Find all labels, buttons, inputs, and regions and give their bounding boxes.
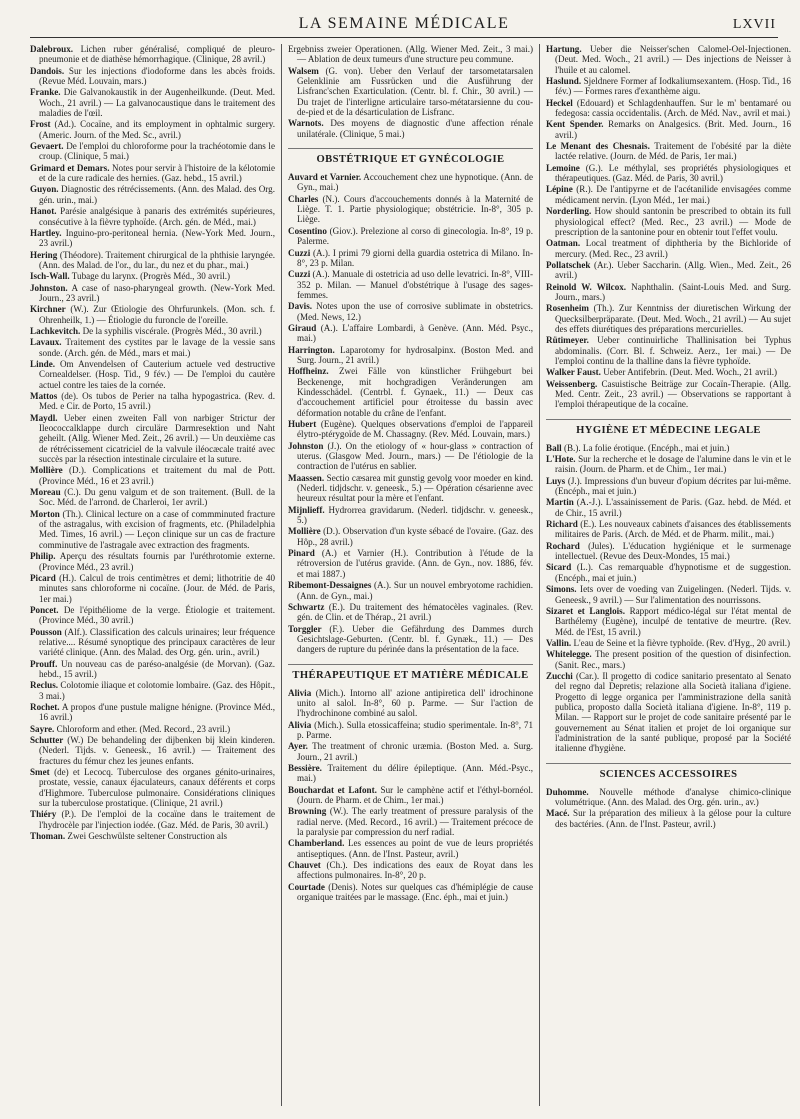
bibliography-entry xyxy=(30,184,275,205)
bibliography-entry xyxy=(288,838,533,859)
bibliography-entry xyxy=(30,271,275,281)
entry-text: (Edouard) et Schlagdenhauffen. Sur le m' bentamaré ou fedegosa: cassia occidentalis. (Arch. de Méd. Nav., avril et mai.) xyxy=(555,97,791,119)
entry-text: L'eau de Seine et la fièvre typhoïde. (Rev. d'Hyg., 20 avril.) xyxy=(573,637,791,648)
entry-author: Rochet. xyxy=(30,701,60,712)
entry-text: (W.). Zur Œtiologie des Ohrfurunkels. (Mon. sch. f. Ohrenheilk, 1.) — Étiologie du furoncle de l'oreille. xyxy=(39,304,275,325)
bibliography-entry xyxy=(546,76,791,97)
entry-author: Simons. xyxy=(546,584,577,595)
entry-text: (N.). Cours d'accouchements donnés à la Maternité de Liège. T. 1. Partie physiologique; obstétricie. In-8°, 305 p. Liège. xyxy=(297,193,533,225)
entry-text: (B.). La folie érotique. (Encéph., mai et juin.) xyxy=(563,442,730,453)
entry-author: Lavaux. xyxy=(30,337,62,348)
bibliography-entry xyxy=(546,303,791,334)
entry-author: Sizaret et Langlois. xyxy=(546,605,625,616)
entry-author: Schwartz xyxy=(288,601,325,612)
entry-text: Aperçu des résultats fournis par l'uréthrotomie externe. (Province Méd., 23 avril.) xyxy=(39,551,275,572)
entry-text: (L.). Cas remarquable d'hypnotisme et de suggestion. (Encéph., mai et juin.) xyxy=(555,562,791,583)
entry-author: Cosentino xyxy=(288,225,327,236)
entry-author: Haslund. xyxy=(546,76,582,87)
bibliography-entry xyxy=(546,282,791,303)
entry-author: Mollière xyxy=(288,526,321,537)
entry-text: (de). Os tubos de Perier na talha hypogastrica. (Rev. d. Med. e Cir. de Porto, 15 avril.) xyxy=(39,391,275,412)
entry-author: Morton xyxy=(30,508,60,519)
entry-author: Auvard et Varnier. xyxy=(288,172,362,183)
entry-text: (de) et Lecocq. Tuberculose des organes génito-urinaires, prostate, vessie, canaux éjaculateurs, canaux déférents et corps d'Highmore. Tuberculose pulmonaire. Considérations cliniques sur la tuberculose prostatique. (Clinique, 21 avril.) xyxy=(39,767,275,809)
entry-text: Traitement du délire épileptique. (Ann. Méd.-Psyc., mai.) xyxy=(297,762,533,784)
entry-text: (Ar.). Ueber Saccharin. (Allg. Wien., Med. Zeit., 26 avril.) xyxy=(555,259,791,281)
bibliography-entry xyxy=(288,763,533,784)
entry-text: (Eugène). Quelques observations d'emploi de l'appareil élytro-ptérygoïde de M. Chassagny. (Rev. Méd. Louvain, mars.) xyxy=(297,419,533,440)
entry-author: Sicard xyxy=(546,562,572,573)
entry-text: Om Anvendelsen of Cauterium actuele ved destructive Cornealdelser. (Hosp. Tid., 9 fév.) — De l'emploi du cautère actuel contre les taies de la cornée. xyxy=(39,358,275,390)
bibliography-entry xyxy=(30,250,275,271)
bibliography-columns xyxy=(30,44,791,1106)
entry-text: (A.) et Varnier (H.). Contribution à l'étude de la rétroversion de l'utérus gravide. (Ann. de Gyn., nov. 1886, fév. et mai 1887.) xyxy=(297,548,534,579)
bibliography-entry xyxy=(30,337,275,358)
bibliography-entry xyxy=(546,584,791,605)
entry-author: Hering xyxy=(30,249,58,260)
entry-author: Frost xyxy=(30,119,51,130)
entry-text: (A.). Manuale di ostetricia ad uso delle levatrici. In-8°, VIII-352 p. Milan. — Manuel d'obstétrique à l'usage des sages-femmes. xyxy=(297,269,533,300)
entry-author: Pinard xyxy=(288,548,315,559)
column-left xyxy=(30,44,281,1106)
entry-text: Nouvelle méthode d'analyse chimico-clinique volumétrique. (Ann. des Malad. des Org. gén. urin., av.) xyxy=(555,786,791,807)
entry-author: Walker Faust. xyxy=(546,367,601,378)
entry-text: (G.). Le méthylal, ses propriétés physiologiques et thérapeutiques. (Gaz. Méd. de Paris, 30 avril.) xyxy=(555,162,791,184)
entry-text: A propos d'une pustule maligne hénigne. (Province Méd., 16 avril.) xyxy=(39,701,275,723)
entry-author: Warnots. xyxy=(288,118,324,129)
section-heading: OBSTÉTRIQUE ET GYNÉCOLOGIE xyxy=(288,148,533,166)
bibliography-entry xyxy=(288,248,533,269)
entry-text: (R.). De l'antipyrne et de l'acétanilide envisagées comme médicament nervin. (Lyon Méd., 1er mai.) xyxy=(555,184,791,205)
entry-text: (A.). I primi 79 giorni della guardia ostetrica di Milano. In-8°, 23 p. Milan. xyxy=(297,247,533,268)
bibliography-entry xyxy=(546,206,791,237)
bibliography-entry xyxy=(546,808,791,829)
entry-text: Naphthalin. (Saint-Louis Med. and Surg. Journ., mars.) xyxy=(555,281,791,302)
entry-text: Ueber die Neisser'schen Calomel-Oel-Injectionen. (Deut. Med. Woch., 21 avril.) — Des injections de Neisser à l'huile et au calomel. xyxy=(555,44,791,75)
bibliography-entry xyxy=(30,735,275,766)
entry-text: The present position of the question of disinfection. (Sanit. Rec., mars.) xyxy=(555,649,791,670)
entry-author: Giraud xyxy=(288,322,317,333)
bibliography-entry xyxy=(30,66,275,87)
entry-text: (Car.). Il progetto di codice sanitario presentato al Senato del regno dal Depretis; relazione alla Società italiana d'igiene. Progetto di legge organica per l'amministrazione della sanità publica, proposto dalla Società italiana d'igiene. In-8°, 119 p. Milan. — Rapport sur le projet de code sanitaire présenté par le gouvernement au Sénat italien et projet de loi organique sur l'administration de la santé publique, proposé par la Société italienne d'hygiène. xyxy=(555,670,791,754)
entry-text: Sur la préparation des milieux à la gélose pour la culture des bactéries. (Ann. de l'Inst. Pasteur, avril.) xyxy=(555,808,791,829)
entry-text: Sur la recherche et le dosage de l'alumine dans le vin et le raisin. (Journ. de Pharm. et de Chim., 1er mai.) xyxy=(555,454,791,475)
entry-text: Diagnostic des rétrécissements. (Ann. des Malad. des Org. gén. urin., mai.) xyxy=(39,184,275,205)
bibliography-entry xyxy=(546,519,791,540)
bibliography-entry xyxy=(288,345,533,366)
entry-author: Norderling. xyxy=(546,206,592,217)
bibliography-entry xyxy=(546,260,791,281)
bibliography-entry xyxy=(546,184,791,205)
entry-text: De l'épithéliome de la verge. Étiologie et traitement. (Province Méd., 30 avril.) xyxy=(39,604,275,626)
section-heading: THÉRAPEUTIQUE ET MATIÈRE MÉDICALE xyxy=(288,664,533,682)
entry-author: Hoffheinz. xyxy=(288,366,329,377)
entry-author: Le Menant des Chesnais. xyxy=(546,141,650,152)
bibliography-entry xyxy=(546,606,791,637)
bibliography-entry xyxy=(30,283,275,304)
running-header xyxy=(30,0,778,38)
entry-author: Smet xyxy=(30,767,50,778)
entry-text: (Th.). Zur Kenntniss der diuretischen Wirkung der Quecksilberpräparate. (Deut. Med. Woch., 21 avril.) — Au sujet des effets diurétiques des préparations mercurielles. xyxy=(555,303,791,334)
entry-text: (G. von). Ueber den Verlauf der tarsometatarsalen Gelenklinie am Fussrücken und die Ausführung der Lisfranc'schen Exarticulation. (Centr. bl. f. Chir., 30 avril.) — Du trajet de l'interligne articulaire tarso-métatarsienne du cou-de-pied et de la désarticulation de Lisfranc. xyxy=(297,65,533,118)
entry-text: Lichen ruber généralisé, compliqué de pleuro-pneumonie et de diathèse hémorrhagique. (Clinique, 28 avril.) xyxy=(39,44,275,65)
bibliography-entry xyxy=(546,671,791,754)
entry-text: Sur les injections d'iodoforme dans les abcès froids. (Revue Méd. Louvain, mars.) xyxy=(39,65,275,87)
bibliography-entry xyxy=(30,228,275,249)
entry-author: Weissenberg. xyxy=(546,378,598,389)
column-middle xyxy=(281,44,539,1106)
entry-author: Lachkevitch. xyxy=(30,325,81,336)
entry-author: Dandois. xyxy=(30,65,65,76)
entry-author: Grimard et Demars. xyxy=(30,162,110,173)
bibliography-entry xyxy=(546,98,791,119)
bibliography-entry xyxy=(546,649,791,670)
entry-author: Rochard xyxy=(546,540,580,551)
bibliography-entry xyxy=(30,627,275,658)
entry-author: Franke. xyxy=(30,87,61,98)
bibliography-entry xyxy=(30,163,275,184)
entry-text: (E.). Les nouveaux cabinets d'aisances des établissements militaires de Paris. (Arch. de Méd. et de Pharm. milit., mai.) xyxy=(555,519,791,540)
entry-author: Maassen. xyxy=(288,472,325,483)
entry-author: Davis. xyxy=(288,301,312,312)
bibliography-entry xyxy=(30,359,275,390)
entry-author: Poncet. xyxy=(30,604,59,615)
entry-text: (Jules). L'éducation hygiénique et le surmenage intellectuel. (Revue des Deux-Mondes, 15 mai.) xyxy=(555,540,791,562)
entry-author: Alivia xyxy=(288,687,312,698)
entry-author: Charles xyxy=(288,193,319,204)
entry-text: (Mich.). Sulla etossicaffeina; studio sperimentale. In-8°, 71 p. Parme. xyxy=(297,719,533,740)
entry-author: Schutter xyxy=(30,735,64,745)
bibliography-entry xyxy=(288,366,533,418)
page-number: LXVII xyxy=(732,17,776,32)
bibliography-entry xyxy=(288,44,533,65)
entry-author: Duhomme. xyxy=(546,786,589,797)
entry-author: L'Hote. xyxy=(546,454,576,465)
entry-text: Hydrorrea gravidarum. (Nederl. tidjdschr. v. geneesk., 5.) xyxy=(297,504,533,526)
entry-text: De la syphilis viscérale. (Progrès Méd., 30 avril.) xyxy=(82,325,262,336)
bibliography-entry xyxy=(288,806,533,837)
entry-text: (D.). Complications et traitement du mal de Pott. (Province Méd., 16 et 23 avril.) xyxy=(39,465,275,486)
bibliography-entry xyxy=(30,573,275,604)
bibliography-entry xyxy=(288,580,533,601)
entry-text: De l'emploi du chloroforme pour la trachéotomie dans le croup. (Clinique, 5 mai.) xyxy=(39,141,275,162)
entry-text: Ergebniss zweier Operationen. (Allg. Wiener Med. Zeit., 3 mai.) — Ablation de deux tumeurs d'une structure peu commune. xyxy=(288,44,533,65)
section-heading: SCIENCES ACCESSOIRES xyxy=(546,763,791,781)
entry-text: Notes pour servir à l'histoire de la kélotomie et de la cure radicale des hernies. (Gaz. hebd., 15 avril.) xyxy=(39,162,275,184)
entry-text: (Denis). Notes sur quelques cas d'hémiplégie de cause organique traitées par le massage. (Enc. éph., mai et juin.) xyxy=(297,881,534,903)
entry-author: Guyon. xyxy=(30,184,59,195)
bibliography-entry xyxy=(288,882,533,903)
entry-author: Maydl. xyxy=(30,412,58,423)
bibliography-entry xyxy=(546,541,791,562)
entry-author: Cuzzi xyxy=(288,247,311,258)
entry-text: Des moyens de diagnostic d'une affection rénale unilatérale. (Clinique, 5 mai.) xyxy=(297,118,533,139)
bibliography-entry xyxy=(288,526,533,547)
entry-text: (Ch.). Des indications des eaux de Royat dans les affections pulmonaires. In-8°, 20 p. xyxy=(297,860,533,881)
bibliography-entry xyxy=(288,269,533,300)
entry-author: Oatman. xyxy=(546,238,581,249)
entry-author: Prouff. xyxy=(30,658,58,669)
bibliography-entry xyxy=(288,419,533,440)
entry-text: Ueber Antifebrin. (Deut. Med. Woch., 21 avril.) xyxy=(603,367,778,378)
entry-text: (Théodore). Traitement chirurgical de la phthisie laryngée. (Ann. des Malad. de l'or., du lar., du nez et du phar., mai.) xyxy=(39,249,275,270)
entry-author: Martin xyxy=(546,497,574,508)
entry-author: Alivia xyxy=(288,719,312,730)
entry-author: Whitelegge. xyxy=(546,649,592,660)
bibliography-entry xyxy=(30,119,275,140)
entry-author: Lépine xyxy=(546,184,573,195)
bibliography-entry xyxy=(546,163,791,184)
journal-title: LA SEMAINE MÉDICALE xyxy=(298,15,510,32)
bibliography-entry xyxy=(546,443,791,453)
bibliography-entry xyxy=(546,119,791,140)
bibliography-entry xyxy=(288,226,533,247)
bibliography-entry xyxy=(288,172,533,193)
bibliography-entry xyxy=(288,602,533,623)
entry-text: (A.). Sur un nouvel embryotome rachidien. (Ann. de Gyn., mai.) xyxy=(297,580,533,601)
bibliography-entry xyxy=(30,44,275,65)
entry-author: Linde. xyxy=(30,358,56,369)
entry-text: Les essences au point de vue de leurs propriétés antiseptiques. (Ann. de l'Inst. Pasteur, avril.) xyxy=(297,838,533,859)
entry-text: (J.). Impressions d'un buveur d'opium décrites par lui-même. (Encéph., mai et juin.) xyxy=(555,475,791,497)
entry-text: (W.). The early treatment of pressure paralysis of the radial nerve. (Med. Record., 16 avril.) — Traitement précoce de la paralysie par compression du nerf radial. xyxy=(297,806,533,838)
bibliography-entry xyxy=(546,454,791,475)
entry-author: Ribemont-Dessaignes xyxy=(288,580,372,591)
entry-text: (D.). Observation d'un kyste sébacé de l'ovaire. (Gaz. des Hôp., 28 avril.) xyxy=(297,526,533,547)
entry-text: Sjeldnere Former af Iodkaliumsexantem. (Hosp. Tid., 16 fév.) — Formes rares d'exanthème aigu. xyxy=(555,76,791,97)
bibliography-entry xyxy=(30,680,275,701)
entry-text: (Giov.). Prelezione al corso di ginecologia. In-8°, 19 p. Palerme. xyxy=(297,225,533,247)
bibliography-entry xyxy=(546,379,791,410)
entry-author: Vallin. xyxy=(546,637,572,648)
entry-text: Sur le camphène actif et l'éthyl-bornéol. (Journ. de Pharm. et de Chim., 1er mai.) xyxy=(297,784,533,805)
bibliography-entry xyxy=(288,441,533,472)
entry-author: Courtade xyxy=(288,881,325,892)
entry-text: (Alf.). Classification des calculs urinaires; leur fréquence relative.... Résumé synoptique des principaux caractères de leur variété clinique. (Ann. des Malad. des Org. gén. urin., avril.) xyxy=(39,626,275,658)
bibliography-entry xyxy=(288,323,533,344)
bibliography-entry xyxy=(30,724,275,734)
entry-author: Bouchardat et Lafont. xyxy=(288,784,377,795)
bibliography-entry xyxy=(288,860,533,881)
entry-author: Thiéry xyxy=(30,809,57,820)
entry-text: (C.). Du genu valgum et de son traitement. (Bull. de la Soc. Méd. de l'arrond. de Charleroi, 1er avril.) xyxy=(39,487,276,508)
bibliography-entry xyxy=(546,638,791,648)
entry-author: Hartung. xyxy=(546,44,582,54)
bibliography-entry xyxy=(546,141,791,162)
entry-author: Chauvet xyxy=(288,860,321,871)
entry-text: (Ad.). Cocaïne, and its employment in ophtalmic surgery. (Americ. Journ. of the Med. Sc., avril.) xyxy=(39,119,275,140)
entry-text: Zwei Geschwülste seltener Construction als xyxy=(67,831,228,842)
entry-text: (W.) De behandeling der dijbenken bij klein kinderen. (Nederl. Tijds. v. Geneesk., 16 avril.) — Traitement des fractures du fémur chez les jeunes enfants. xyxy=(39,735,275,766)
bibliography-entry xyxy=(546,497,791,518)
bibliography-entry xyxy=(546,562,791,583)
entry-text: Tubage du larynx. (Progrès Méd., 30 avril.) xyxy=(71,271,231,282)
entry-text: Traitement des cystites par le lavage de la vessie sans sonde. (Arch. gén. de Méd., mars et mai.) xyxy=(39,337,276,358)
bibliography-entry xyxy=(288,66,533,118)
entry-author: Mijnlieff. xyxy=(288,504,325,515)
entry-text: Traitement de l'obésité par la diète lactée relative. (Journ. de Méd. de Paris, 1er mai.) xyxy=(555,141,791,162)
bibliography-entry xyxy=(288,741,533,762)
entry-text: A case of naso-pharyngeal growth. (New-York Med. Journ., 23 avril.) xyxy=(39,282,275,303)
entry-author: Pousson xyxy=(30,626,62,637)
bibliography-entry xyxy=(546,787,791,808)
bibliography-entry xyxy=(288,688,533,719)
entry-text: Sectio cæsarea mit gunstig gevolg voor moeder en kind. (Nederl. tidjdschr. v. geneesk., 5.) — Opération césarienne avec heureux résultat pour la mère et l'enfant. xyxy=(297,472,533,504)
entry-author: Dalebroux. xyxy=(30,44,74,54)
entry-text: Remarks on Analgesics. (Brit. Med. Journ., 16 avril.) xyxy=(555,119,791,140)
entry-author: Browning xyxy=(288,806,327,817)
bibliography-entry xyxy=(288,624,533,655)
entry-text: (F.). Ueber die Gefährdung des Dammes durch Gesichtslage-Geburten. (Centr. bl. f. Gynæk., 11.) — Des dangers de rupture du périnée dans la présentation de la face. xyxy=(297,623,533,655)
entry-author: Luys xyxy=(546,475,566,486)
entry-author: Rütimeyer. xyxy=(546,335,589,346)
entry-text: Parésie analgésique à panaris des extrémités supérieures, consécutive à la fièvre typhoïde. (Arch. gén. de Méd., mai.) xyxy=(39,206,275,227)
entry-author: Torggler xyxy=(288,623,322,634)
bibliography-entry xyxy=(288,301,533,322)
bibliography-entry xyxy=(30,831,275,841)
entry-author: Gevaert. xyxy=(30,141,64,152)
bibliography-entry xyxy=(288,194,533,225)
bibliography-entry xyxy=(30,413,275,465)
bibliography-entry xyxy=(288,720,533,741)
bibliography-entry xyxy=(30,141,275,162)
entry-author: Mollière xyxy=(30,465,63,476)
entry-text: Rapport médico-légal sur l'état mental de Barthélemy (Eugène), inculpé de tentative de meurtre. (Rev. Méd. de l'Est, 15 avril.) xyxy=(555,605,791,637)
entry-text: The treatment of chronic uræmia. (Boston Med. a. Surg. Journ., 21 avril.) xyxy=(297,741,533,762)
bibliography-entry xyxy=(30,326,275,336)
entry-author: Johnston xyxy=(288,440,324,451)
bibliography-entry xyxy=(30,509,275,550)
entry-author: Heckel xyxy=(546,97,573,108)
entry-author: Macé. xyxy=(546,808,570,819)
entry-text: Inguino-pro-peritoneal hernia. (New-York Med. Journ., 23 avril.) xyxy=(39,227,275,249)
entry-author: Thoman. xyxy=(30,831,66,842)
entry-author: Zucchi xyxy=(546,670,573,681)
bibliography-entry xyxy=(30,465,275,486)
entry-author: Cuzzi xyxy=(288,269,311,280)
entry-author: Hubert xyxy=(288,419,317,429)
entry-author: Johnston. xyxy=(30,282,68,293)
bibliography-entry xyxy=(30,87,275,118)
entry-text: Ueber continuirliche Thallinisation bei Typhus abdominalis. (Corr. Bl. f. Schweiz. Aerz., 1er mai.) — De l'emploi continu de la thalline dans la fièvre typhoïde. xyxy=(555,335,791,366)
bibliography-entry xyxy=(546,335,791,366)
entry-author: Sayre. xyxy=(30,723,55,734)
bibliography-entry xyxy=(30,767,275,808)
entry-author: Hanot. xyxy=(30,206,57,217)
entry-text: Casuistische Beiträge zur Cocaïn-Therapie. (Allg. Med. Centr. Zeit., 23 avril.) — Observations se rapportant à l'emploi thérapeutique de la cocaïne. xyxy=(555,378,791,410)
entry-text: (J.). On the etiology of « hour-glass » contraction of uterus. (Glasgow Med. Journ., mars.) — De l'étiologie de la contraction de l'utérus en sablier. xyxy=(297,440,533,472)
entry-author: Rosenheim xyxy=(546,303,589,314)
entry-author: Pollatschek xyxy=(546,259,591,270)
entry-author: Kirchner xyxy=(30,304,66,315)
entry-author: Moreau xyxy=(30,487,61,498)
entry-text: Local treatment of diphtheria by the Bichloride of mercury. (Med. Rec., 23 avril.) xyxy=(555,238,791,259)
entry-author: Ball xyxy=(546,442,562,453)
bibliography-entry xyxy=(546,238,791,259)
entry-text: (P.). De l'emploi de la cocaïne dans le traitement de l'hydrocèle par l'injection iodée. (Gaz. Méd. de Paris, 30 avril.) xyxy=(39,809,275,830)
bibliography-entry xyxy=(30,702,275,723)
entry-text: (A.). L'affaire Lombardi, à Genève. (Ann. Méd. Psyc., mai.) xyxy=(297,322,533,344)
entry-author: Chamberland. xyxy=(288,838,345,849)
bibliography-entry xyxy=(30,206,275,227)
bibliography-entry xyxy=(30,659,275,680)
entry-author: Walsem xyxy=(288,65,319,76)
entry-text: Notes upon the use of corrosive sublimate in obstetrics. (Med. News, 12.) xyxy=(297,301,533,322)
entry-author: Philip. xyxy=(30,551,56,562)
entry-text: (Mich.). Intorno all' azione antipiretica dell' idrochinone unito al salol. In-8°, 60 p. Parme. — Sur l'action de l'hydrochinone combiné au salol. xyxy=(297,687,533,719)
entry-text: (H.). Calcul de trois centimètres et demi; lithotritie de 40 minutes sans chloroforme ni cocaïne. (Jour. de Méd. de Paris, 1er mai.) xyxy=(39,572,276,604)
bibliography-entry xyxy=(288,505,533,526)
bibliography-entry xyxy=(30,304,275,325)
bibliography-entry xyxy=(30,605,275,626)
entry-author: Harrington. xyxy=(288,344,335,355)
entry-author: Reinold W. Wilcox. xyxy=(546,281,627,292)
entry-text: How should santonin be prescribed to obtain its full physiological effect? (Med. Rec., 23 avril.) — Mode de prescription de la santonine pour en obtenir tout l'effet voulu. xyxy=(555,206,791,237)
entry-text: (E.). Du traitement des hématocèles vaginales. (Rev. gén. de Clin. et de Thérap., 21 avril.) xyxy=(297,601,533,623)
bibliography-entry xyxy=(30,809,275,830)
entry-author: Lemoine xyxy=(546,162,580,173)
entry-author: Ayer. xyxy=(288,741,308,752)
bibliography-entry xyxy=(30,391,275,412)
entry-author: Mattos xyxy=(30,391,58,401)
entry-author: Reclus. xyxy=(30,680,59,691)
entry-text: (A.-J.). L'assainissement de Paris. (Gaz. hebd. de Méd. et de Chir., 15 avril.) xyxy=(555,497,791,518)
entry-text: Laparotomy for hydrosalpinx. (Boston Med. and Surg. Journ., 21 avril.) xyxy=(297,344,533,365)
entry-text: Chloroform and ether. (Med. Record., 23 avril.) xyxy=(56,723,231,734)
entry-text: (Th.). Clinical lecture on a case of commminuted fracture of the astragalus, with excision of fragments, etc. (Philadelphia Med. Times, 16 avril.) — Leçon clinique sur un cas de fracture comminutive de l'astragale avec extraction des fragments. xyxy=(39,508,276,550)
entry-text: Zwei Fälle von künstlicher Frühgeburt bei Beckenenge, mit hochgradigen Veränderungen am Kindesschädel. (Centrbl. f. Gynaek., 11.) — Deux cas d'accouchement artificiel pour étroitesse du bassin avec déformation notable du crâne de l'enfant. xyxy=(297,366,533,418)
bibliography-entry xyxy=(288,118,533,139)
bibliography-entry xyxy=(288,785,533,806)
entry-text: Ueber einen zweiten Fall von narbiger Strictur der Ileococcalklappe durch circuläre Darmresektion und Naht geheilt. (Allg. Wiener Med. Zeit., 26 avril.) — Un deuxième cas de rétrécissement cicatriciel de la valvule iléocæcale traité avec succès par la résection intestinale circulaire et la suture. xyxy=(39,412,275,465)
entry-author: Kent Spender. xyxy=(546,119,604,130)
bibliography-entry xyxy=(546,367,791,377)
bibliography-entry xyxy=(546,476,791,497)
bibliography-entry xyxy=(546,44,791,75)
entry-text: Die Galvanokaustik in der Augenheilkunde. (Deut. Med. Woch., 21 avril.) — La galvanocaustique dans le traitement des maladies de l'œil. xyxy=(39,87,275,119)
entry-author: Bessière. xyxy=(288,762,322,773)
bibliography-entry xyxy=(30,551,275,572)
bibliography-entry xyxy=(288,548,533,579)
entry-text: Un nouveau cas de paréso-analgésie (de Morvan). (Gaz. hebd., 15 avril.) xyxy=(39,658,275,679)
column-right xyxy=(539,44,791,1106)
section-heading: HYGIÈNE ET MÉDECINE LEGALE xyxy=(546,419,791,437)
entry-author: Picard xyxy=(30,572,56,583)
bibliography-entry xyxy=(288,473,533,504)
bibliography-entry xyxy=(30,487,275,508)
entry-author: Hartley. xyxy=(30,227,62,238)
entry-text: Colotomie iliaque et colotomie lombaire. (Gaz. des Hôpit., 3 mai.) xyxy=(39,680,275,701)
entry-author: Richard xyxy=(546,519,578,530)
entry-text: Iets over de voeding van Zuigelingen. (Nederl. Tijds. v. Geneesk., 9 avril.) — Sur l'alimentation des nourrissons. xyxy=(555,584,791,605)
entry-text: Accouchement chez une hypnotique. (Ann. de Gyn., mai.) xyxy=(297,172,533,193)
entry-author: Isch-Wall. xyxy=(30,271,70,282)
